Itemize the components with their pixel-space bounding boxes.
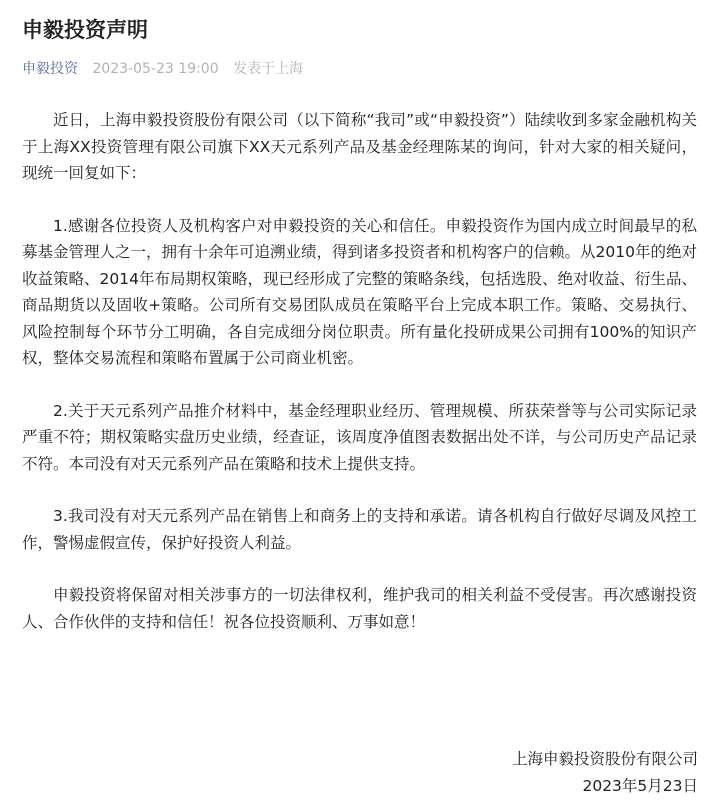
paragraph-point-1: 1.感谢各位投资人及机构客户对申毅投资的关心和信任。申毅投资作为国内成立时间最早的私募基金管理人之一，拥有十余年可追溯业绩，得到诸多投资者和机构客户的信赖。从2010年的绝对收益策略、2014年布局期权策略，现已经形成了完整的策略条线，包括选股、绝对收益、衍生品、商品期货以及固收+策略。公司所有交易团队成员在策略平台上完成本职工作。策略、交易执行、风险控制每个环节分工明确，各自完成细分岗位职责。所有量化投研成果公司拥有100%的知识产权，整体交易流程和策略布置属于公司商业机密。	[22, 216, 697, 367]
signature-date: 2023年5月23日	[582, 776, 698, 795]
paragraph-point-2: 2.关于天元系列产品推介材料中，基金经理职业经历、管理规模、所获荣誉等与公司实际记录严重不符；期权策略实盘历史业绩，经查证，该周度净值图表数据出处不详，与公司历史产品记录不符。本司没有对天元系列产品在策略和技术上提供支持。	[22, 401, 697, 473]
article-body	[22, 107, 697, 661]
paragraph-point-3: 3.我司没有对天元系列产品在销售上和商务上的支持和承诺。请各机构自行做好尽调及风控工作，警惕虚假宣传，保护好投资人利益。	[22, 507, 697, 552]
publish-location: 发表于上海	[233, 61, 304, 77]
article-title: 申毅投资声明	[22, 18, 148, 42]
paragraph-closing: 申毅投资将保留对相关涉事方的一切法律权利，维护我司的相关利益不受侵害。再次感谢投资人、合作伙伴的支持和信任！祝各位投资顺利、万事如意！	[22, 586, 697, 631]
account-name-link[interactable]: 申毅投资	[22, 61, 78, 77]
article-meta	[22, 58, 303, 80]
paragraph-intro: 近日，上海申毅投资股份有限公司（以下简称“我司”或“申毅投资”）陆续收到多家金融机构关于上海XX投资管理有限公司旗下XX天元系列产品及基金经理陈某的询问，针对大家的相关疑问，现统一回复如下：	[22, 111, 697, 182]
signature-company: 上海申毅投资股份有限公司	[511, 750, 698, 768]
publish-datetime: 2023-05-23 19:00	[92, 61, 219, 77]
signature-block	[512, 746, 698, 799]
